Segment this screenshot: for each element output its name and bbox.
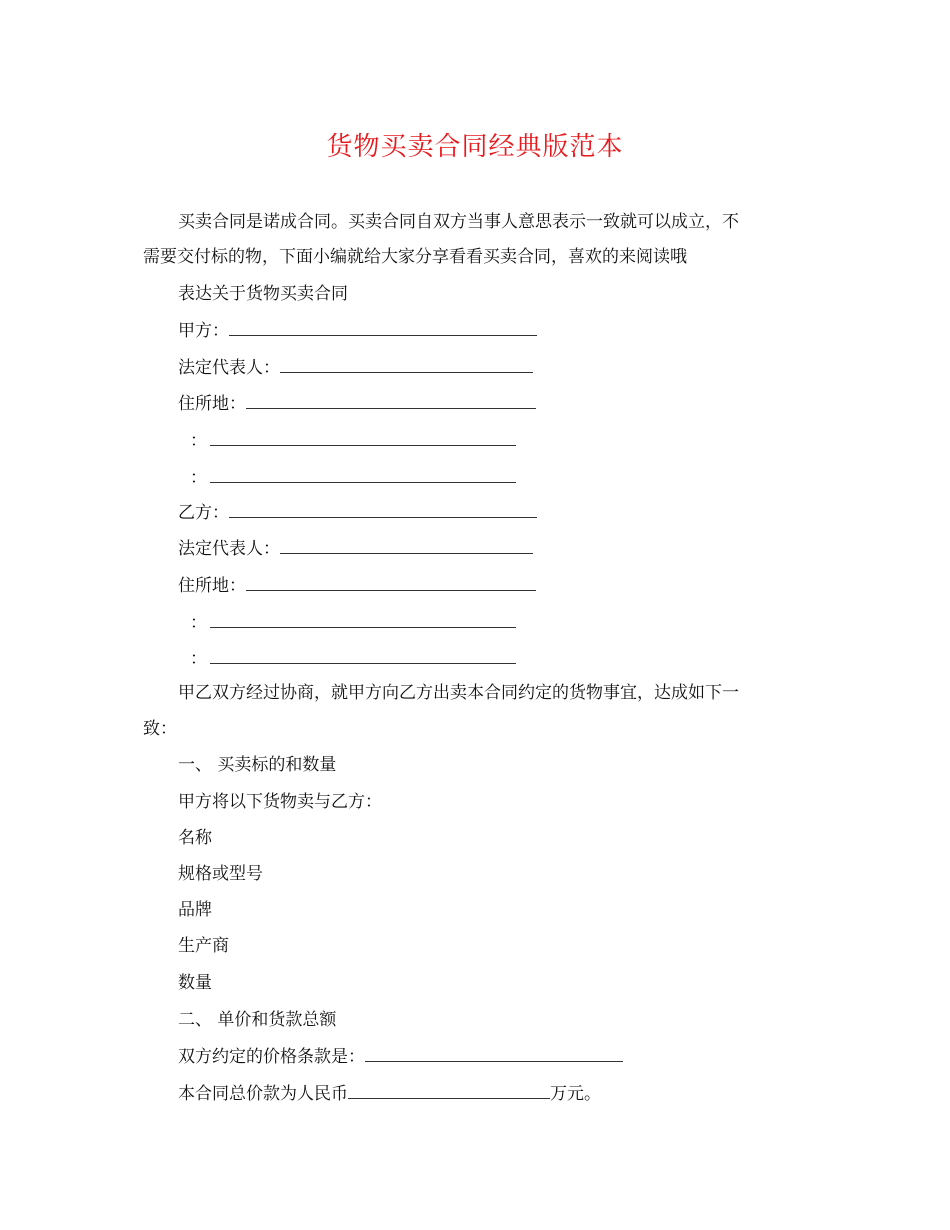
- party-a-field4-label: ：: [190, 431, 207, 451]
- party-a-address-label: 住所地：: [178, 394, 246, 414]
- total-price-row: [178, 1081, 601, 1106]
- intro-line-2: 需要交付标的物，下面小编就给大家分享看看买卖合同，喜欢的来阅读哦: [143, 247, 687, 267]
- section1-intro: 甲方将以下货物卖与乙方：: [178, 792, 382, 812]
- party-b-field4-label: ：: [190, 613, 207, 633]
- party-a-field4-blank[interactable]: [210, 428, 516, 446]
- party-b-field4-row: [190, 610, 516, 635]
- total-price-prefix: 本合同总价款为人民币: [178, 1084, 348, 1104]
- party-a-blank[interactable]: [229, 318, 537, 336]
- intro-line-1: 买卖合同是诺成合同。买卖合同自双方当事人意思表示一致就可以成立，不: [178, 212, 739, 232]
- party-b-rep-row: [178, 536, 533, 561]
- agreement-line-2: 致：: [143, 719, 177, 739]
- party-a-rep-blank[interactable]: [280, 355, 533, 373]
- party-a-field5-blank[interactable]: [210, 465, 516, 483]
- party-b-label: 乙方：: [178, 503, 229, 523]
- intro-paragraph: [143, 210, 803, 269]
- price-terms-label: 双方约定的价格条款是：: [178, 1047, 365, 1067]
- party-a-field4-row: [190, 428, 516, 453]
- party-a-rep-row: [178, 355, 533, 380]
- party-a-address-blank[interactable]: [246, 391, 536, 409]
- section2-heading: 二、 单价和货款总额: [178, 1010, 337, 1030]
- section1-heading: 一、 买卖标的和数量: [178, 755, 337, 775]
- party-b-blank[interactable]: [229, 500, 537, 518]
- party-b-field4-blank[interactable]: [210, 610, 516, 628]
- total-price-blank[interactable]: [348, 1081, 550, 1099]
- party-a-address-row: [178, 391, 536, 416]
- item-quantity: 数量: [178, 973, 212, 993]
- agreement-line-1: 甲乙双方经过协商，就甲方向乙方出卖本合同约定的货物事宜，达成如下一: [178, 683, 739, 703]
- agreement-paragraph: [143, 681, 803, 741]
- party-a-label: 甲方：: [178, 321, 229, 341]
- item-name: 名称: [178, 828, 212, 848]
- party-b-rep-label: 法定代表人：: [178, 539, 280, 559]
- party-a-row: [178, 318, 537, 343]
- party-b-field5-row: [190, 646, 516, 671]
- item-spec: 规格或型号: [178, 864, 263, 884]
- price-terms-blank[interactable]: [365, 1044, 623, 1062]
- party-a-field5-row: [190, 465, 516, 490]
- party-b-field5-blank[interactable]: [210, 646, 516, 664]
- party-b-row: [178, 500, 537, 525]
- party-b-address-blank[interactable]: [246, 573, 536, 591]
- party-b-field5-label: ：: [190, 649, 207, 669]
- party-a-field5-label: ：: [190, 468, 207, 488]
- subtitle: 表达关于货物买卖合同: [178, 284, 348, 304]
- document-title: 货物买卖合同经典版范本: [326, 132, 624, 162]
- price-terms-row: [178, 1044, 623, 1069]
- item-brand: 品牌: [178, 900, 212, 920]
- total-price-suffix: 万元。: [550, 1084, 601, 1104]
- party-b-rep-blank[interactable]: [280, 536, 533, 554]
- party-b-address-label: 住所地：: [178, 576, 246, 596]
- party-a-rep-label: 法定代表人：: [178, 358, 280, 378]
- party-b-address-row: [178, 573, 536, 598]
- item-manufacturer: 生产商: [178, 936, 229, 956]
